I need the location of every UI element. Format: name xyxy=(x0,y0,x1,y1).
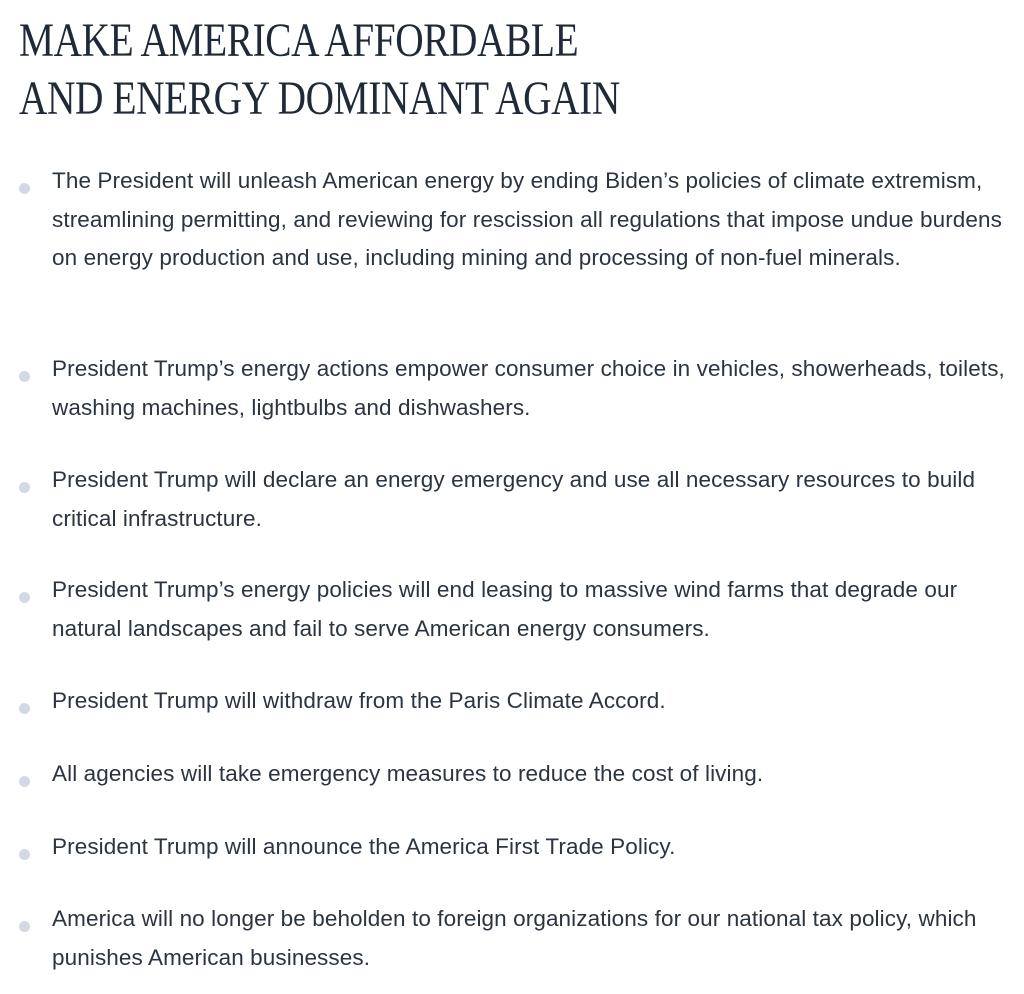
bullet-dot-icon xyxy=(19,703,30,714)
bullet-text: America will no longer be beholden to foreign organizations for our national tax policy, which punishes American businesses. xyxy=(52,906,977,970)
bullet-text: President Trump will announce the America First Trade Policy. xyxy=(52,834,676,859)
bullet-text: President Trump’s energy actions empower consumer choice in vehicles, showerheads, toilets, washing machines, lightbulbs and dishwashers. xyxy=(52,356,1005,420)
bullet-dot-icon xyxy=(19,849,30,860)
bullet-dot-icon xyxy=(19,183,30,194)
bullet-text: All agencies will take emergency measures to reduce the cost of living. xyxy=(52,761,764,786)
bullet-text: The President will unleash American energy by ending Biden’s policies of climate extremism, streamlining permitting, and reviewing for rescission all regulations that impose undue burdens on energy production and use, including mining and processing of non-fuel minerals. xyxy=(52,168,1002,270)
bullet-text: President Trump will declare an energy emergency and use all necessary resources to build critical infrastructure. xyxy=(52,467,976,531)
bullet-dot-icon xyxy=(19,921,30,932)
bullet-dot-icon xyxy=(19,776,30,787)
bullet-dot-icon xyxy=(19,371,30,382)
bullet-dot-icon xyxy=(19,482,30,493)
bullet-dot-icon xyxy=(19,592,30,603)
bullet-text: President Trump’s energy policies will end leasing to massive wind farms that degrade our natural landscapes and fail to serve American energy consumers. xyxy=(52,577,958,641)
section-heading-line-2: AND ENERGY DOMINANT AGAIN xyxy=(19,72,620,125)
section-heading xyxy=(19,12,620,128)
bullet-text: President Trump will withdraw from the Paris Climate Accord. xyxy=(52,688,666,713)
section-heading-line-1: MAKE AMERICA AFFORDABLE xyxy=(19,14,579,67)
